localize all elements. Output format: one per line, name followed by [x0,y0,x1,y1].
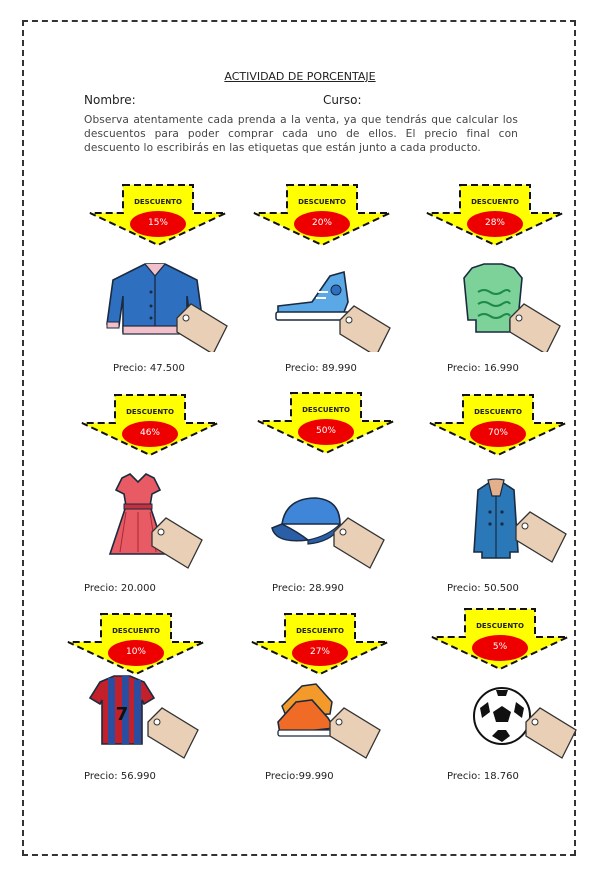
discount-percent: 20% [311,218,332,228]
sneaker-icon [272,262,397,352]
product-jacket [105,262,225,352]
discount-badge [80,393,220,457]
sweater-icon [458,262,568,352]
price-text: Precio: 16.990 [447,363,519,374]
discount-label: DESCUENTO [471,198,519,206]
discount-badge [428,393,568,457]
discount-badge [66,612,206,676]
price-text: Precio:99.990 [265,771,334,782]
price-text: Precio: 50.500 [447,583,519,594]
product-cap [268,488,388,578]
discount-label: DESCUENTO [476,622,524,630]
product-sneaker [272,262,392,352]
jacket-icon [105,262,230,352]
coat-icon [460,478,580,578]
discount-badge [252,183,392,247]
discount-percent: 27% [309,647,330,657]
discount-badge [430,607,570,671]
discount-percent: 15% [147,218,168,228]
worksheet-title: ACTIVIDAD DE PORCENTAJE [224,70,376,83]
price-text: Precio: 18.760 [447,771,519,782]
football-shirt-icon [86,674,216,764]
price-text: Precio: 28.990 [272,583,344,594]
discount-label: DESCUENTO [298,198,346,206]
discount-percent: 5% [492,642,508,652]
discount-badge [88,183,228,247]
soccer-ball-icon [470,678,590,768]
course-label: Curso: [323,93,362,107]
product-running-shoes [272,676,392,766]
discount-label: DESCUENTO [296,627,344,635]
product-football-shirt [86,674,206,764]
discount-badge [425,183,565,247]
running-shoes-icon [272,676,402,766]
discount-label: DESCUENTO [134,198,182,206]
price-text: Precio: 47.500 [113,363,185,374]
discount-percent: 10% [125,647,146,657]
shirt-number: 7 [115,704,129,725]
dress-icon [96,472,226,572]
product-soccer-ball [470,678,590,768]
discount-percent: 46% [139,428,160,438]
discount-badge [256,391,396,455]
discount-percent: 28% [484,218,505,228]
discount-label: DESCUENTO [126,408,174,416]
discount-percent: 50% [315,426,336,436]
product-coat [460,478,580,568]
price-text: Precio: 20.000 [84,583,156,594]
price-text: Precio: 56.990 [84,771,156,782]
name-label: Nombre: [84,93,136,107]
product-sweater [458,262,578,352]
product-dress [96,472,216,562]
discount-percent: 70% [487,428,508,438]
discount-label: DESCUENTO [302,406,350,414]
instructions-text: Observa atentamente cada prenda a la venta, ya que tendrás que calcular los descuentos para poder comprar cada uno de ellos. El precio final con descuento lo escribirás en las etiquetas que están junto a cada producto. [84,114,518,154]
discount-label: DESCUENTO [112,627,160,635]
discount-label: DESCUENTO [474,408,522,416]
price-text: Precio: 89.990 [285,363,357,374]
discount-badge [250,612,390,676]
cap-icon [268,488,393,578]
